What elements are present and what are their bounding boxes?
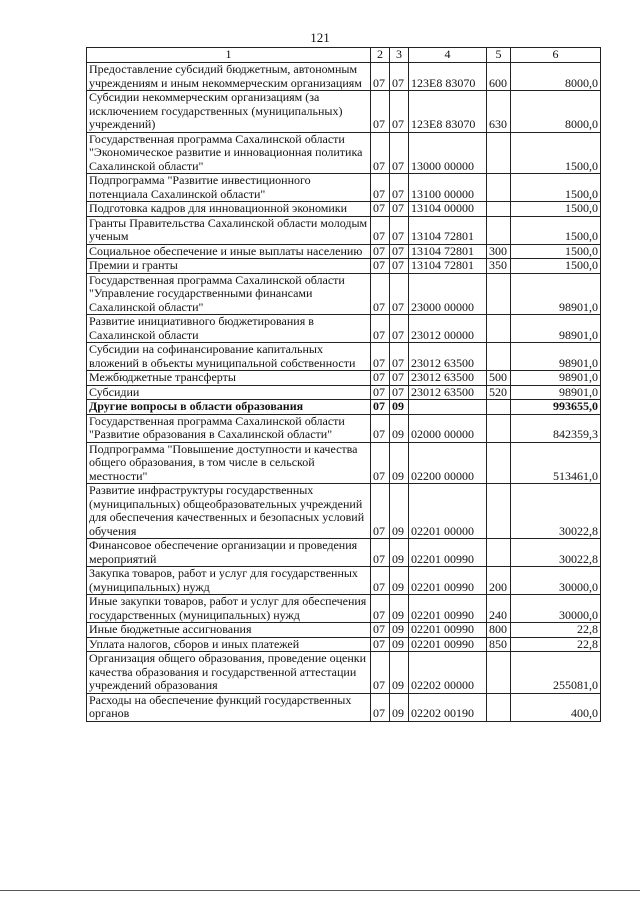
row-subsection-cell: 07 — [390, 259, 409, 274]
row-amount-cell: 1500,0 — [511, 244, 601, 259]
row-expense-type-cell — [487, 273, 511, 315]
row-target-article-cell: 123E8 83070 — [409, 63, 487, 91]
row-target-article-cell: 13000 00000 — [409, 132, 487, 174]
row-target-article-cell: 23012 63500 — [409, 385, 487, 400]
row-amount-cell: 30000,0 — [511, 595, 601, 623]
header-col-3: 3 — [390, 48, 409, 63]
row-target-article-cell: 02201 00990 — [409, 595, 487, 623]
row-section-cell: 07 — [371, 91, 390, 133]
row-name-cell: Закупка товаров, работ и услуг для государственных (муниципальных) нужд — [87, 567, 371, 595]
row-amount-cell: 98901,0 — [511, 273, 601, 315]
table-row — [87, 202, 601, 217]
row-target-article-cell: 02201 00990 — [409, 623, 487, 638]
row-expense-type-cell: 850 — [487, 637, 511, 652]
row-expense-type-cell — [487, 484, 511, 539]
row-amount-cell: 1500,0 — [511, 202, 601, 217]
row-name-cell: Субсидии — [87, 385, 371, 400]
row-section-cell: 07 — [371, 63, 390, 91]
header-col-5: 5 — [487, 48, 511, 63]
row-expense-type-cell: 350 — [487, 259, 511, 274]
table-row — [87, 539, 601, 567]
row-amount-cell: 255081,0 — [511, 652, 601, 694]
page-bottom-divider — [0, 890, 640, 891]
table-row — [87, 244, 601, 259]
table-row — [87, 132, 601, 174]
table-row — [87, 371, 601, 386]
row-section-cell: 07 — [371, 315, 390, 343]
row-target-article-cell: 23000 00000 — [409, 273, 487, 315]
row-section-cell: 07 — [371, 343, 390, 371]
row-subsection-cell: 09 — [390, 652, 409, 694]
row-section-cell: 07 — [371, 484, 390, 539]
row-section-cell: 07 — [371, 259, 390, 274]
row-expense-type-cell — [487, 539, 511, 567]
row-target-article-cell: 13104 72801 — [409, 259, 487, 274]
row-amount-cell: 1500,0 — [511, 259, 601, 274]
row-expense-type-cell: 500 — [487, 371, 511, 386]
row-amount-cell: 1500,0 — [511, 174, 601, 202]
table-row — [87, 385, 601, 400]
row-target-article-cell: 02201 00000 — [409, 484, 487, 539]
table-row — [87, 623, 601, 638]
row-expense-type-cell — [487, 343, 511, 371]
row-expense-type-cell — [487, 174, 511, 202]
row-amount-cell: 993655,0 — [511, 400, 601, 415]
row-amount-cell: 400,0 — [511, 693, 601, 721]
row-section-cell: 07 — [371, 202, 390, 217]
table-row — [87, 315, 601, 343]
row-amount-cell: 98901,0 — [511, 315, 601, 343]
row-subsection-cell: 09 — [390, 539, 409, 567]
row-subsection-cell: 09 — [390, 637, 409, 652]
row-subsection-cell: 09 — [390, 567, 409, 595]
row-expense-type-cell — [487, 414, 511, 442]
row-expense-type-cell — [487, 442, 511, 484]
row-section-cell: 07 — [371, 693, 390, 721]
row-name-cell: Межбюджетные трансферты — [87, 371, 371, 386]
row-subsection-cell: 07 — [390, 343, 409, 371]
row-name-cell: Государственная программа Сахалинской области "Развитие образования в Сахалинской области" — [87, 414, 371, 442]
header-col-6: 6 — [511, 48, 601, 63]
row-expense-type-cell: 630 — [487, 91, 511, 133]
table-body — [87, 63, 601, 722]
row-amount-cell: 513461,0 — [511, 442, 601, 484]
row-amount-cell: 30022,8 — [511, 484, 601, 539]
row-amount-cell: 1500,0 — [511, 132, 601, 174]
row-expense-type-cell: 200 — [487, 567, 511, 595]
row-amount-cell: 30022,8 — [511, 539, 601, 567]
row-amount-cell: 8000,0 — [511, 63, 601, 91]
row-name-cell: Другие вопросы в области образования — [87, 400, 371, 415]
row-expense-type-cell: 520 — [487, 385, 511, 400]
header-col-1: 1 — [87, 48, 371, 63]
row-subsection-cell: 07 — [390, 371, 409, 386]
table-row — [87, 442, 601, 484]
row-section-cell: 07 — [371, 442, 390, 484]
row-subsection-cell: 07 — [390, 63, 409, 91]
row-name-cell: Финансовое обеспечение организации и проведения мероприятий — [87, 539, 371, 567]
row-section-cell: 07 — [371, 273, 390, 315]
row-subsection-cell: 09 — [390, 442, 409, 484]
row-section-cell: 07 — [371, 385, 390, 400]
table-row — [87, 259, 601, 274]
table-row — [87, 567, 601, 595]
row-section-cell: 07 — [371, 539, 390, 567]
row-target-article-cell: 02202 00000 — [409, 652, 487, 694]
row-amount-cell: 8000,0 — [511, 91, 601, 133]
row-subsection-cell: 07 — [390, 132, 409, 174]
table-row — [87, 216, 601, 244]
row-subsection-cell: 09 — [390, 484, 409, 539]
budget-table — [86, 47, 601, 722]
row-section-cell: 07 — [371, 132, 390, 174]
row-expense-type-cell — [487, 202, 511, 217]
row-name-cell: Государственная программа Сахалинской области "Экономическое развитие и инновационная политика Сахалинской области" — [87, 132, 371, 174]
row-name-cell: Субсидии на софинансирование капитальных вложений в объекты муниципальной собственности — [87, 343, 371, 371]
row-name-cell: Иные бюджетные ассигнования — [87, 623, 371, 638]
row-name-cell: Подпрограмма "Развитие инвестиционного потенциала Сахалинской области" — [87, 174, 371, 202]
row-name-cell: Развитие инфраструктуры государственных (муниципальных) общеобразовательных учреждений для обеспечения качественных и безопасных условий обучения — [87, 484, 371, 539]
row-name-cell: Иные закупки товаров, работ и услуг для обеспечения государственных (муниципальных) нужд — [87, 595, 371, 623]
row-section-cell: 07 — [371, 174, 390, 202]
row-subsection-cell: 09 — [390, 414, 409, 442]
row-name-cell: Государственная программа Сахалинской области "Управление государственными финансами Сахалинской области" — [87, 273, 371, 315]
header-col-2: 2 — [371, 48, 390, 63]
row-section-cell: 07 — [371, 216, 390, 244]
row-target-article-cell — [409, 400, 487, 415]
row-section-cell: 07 — [371, 623, 390, 638]
row-expense-type-cell — [487, 693, 511, 721]
row-expense-type-cell — [487, 652, 511, 694]
row-expense-type-cell: 300 — [487, 244, 511, 259]
row-name-cell: Подготовка кадров для инновационной экономики — [87, 202, 371, 217]
row-name-cell: Уплата налогов, сборов и иных платежей — [87, 637, 371, 652]
row-target-article-cell: 02201 00990 — [409, 539, 487, 567]
row-subsection-cell: 07 — [390, 244, 409, 259]
header-col-4: 4 — [409, 48, 487, 63]
row-amount-cell: 1500,0 — [511, 216, 601, 244]
table-row — [87, 595, 601, 623]
row-amount-cell: 98901,0 — [511, 343, 601, 371]
row-section-cell: 07 — [371, 244, 390, 259]
row-amount-cell: 22,8 — [511, 623, 601, 638]
table-row — [87, 484, 601, 539]
table-row — [87, 400, 601, 415]
row-subsection-cell: 07 — [390, 174, 409, 202]
row-subsection-cell: 09 — [390, 693, 409, 721]
row-target-article-cell: 02201 00990 — [409, 567, 487, 595]
row-section-cell: 07 — [371, 595, 390, 623]
table-row — [87, 343, 601, 371]
row-section-cell: 07 — [371, 567, 390, 595]
row-subsection-cell: 09 — [390, 400, 409, 415]
row-section-cell: 07 — [371, 414, 390, 442]
table-row — [87, 693, 601, 721]
table-row — [87, 273, 601, 315]
row-target-article-cell: 23012 63500 — [409, 371, 487, 386]
row-amount-cell: 98901,0 — [511, 385, 601, 400]
row-name-cell: Расходы на обеспечение функций государственных органов — [87, 693, 371, 721]
row-section-cell: 07 — [371, 637, 390, 652]
row-target-article-cell: 23012 00000 — [409, 315, 487, 343]
row-target-article-cell: 23012 63500 — [409, 343, 487, 371]
row-name-cell: Субсидии некоммерческим организациям (за исключением государственных (муниципальных) учреждений) — [87, 91, 371, 133]
row-name-cell: Подпрограмма "Повышение доступности и качества общего образования, в том числе в сельской местности" — [87, 442, 371, 484]
row-section-cell: 07 — [371, 371, 390, 386]
row-target-article-cell: 123E8 83070 — [409, 91, 487, 133]
table-header-row — [87, 48, 601, 63]
row-name-cell: Гранты Правительства Сахалинской области молодым ученым — [87, 216, 371, 244]
row-subsection-cell: 07 — [390, 202, 409, 217]
row-name-cell: Развитие инициативного бюджетирования в Сахалинской области — [87, 315, 371, 343]
row-target-article-cell: 02202 00190 — [409, 693, 487, 721]
row-expense-type-cell: 800 — [487, 623, 511, 638]
row-expense-type-cell: 600 — [487, 63, 511, 91]
row-target-article-cell: 02201 00990 — [409, 637, 487, 652]
row-target-article-cell: 13104 72801 — [409, 216, 487, 244]
row-section-cell: 07 — [371, 400, 390, 415]
row-subsection-cell: 07 — [390, 315, 409, 343]
row-amount-cell: 30000,0 — [511, 567, 601, 595]
row-target-article-cell: 13100 00000 — [409, 174, 487, 202]
row-name-cell: Организация общего образования, проведение оценки качества образования и государственной аттестации учреждений образования — [87, 652, 371, 694]
row-name-cell: Предоставление субсидий бюджетным, автономным учреждениям и иным некоммерческим организациям — [87, 63, 371, 91]
row-expense-type-cell — [487, 216, 511, 244]
row-expense-type-cell — [487, 400, 511, 415]
row-expense-type-cell: 240 — [487, 595, 511, 623]
table-row — [87, 652, 601, 694]
row-target-article-cell: 02200 00000 — [409, 442, 487, 484]
row-section-cell: 07 — [371, 652, 390, 694]
table-row — [87, 174, 601, 202]
table-row — [87, 637, 601, 652]
row-amount-cell: 22,8 — [511, 637, 601, 652]
page-number: 121 — [310, 30, 330, 45]
row-subsection-cell: 09 — [390, 623, 409, 638]
row-subsection-cell: 07 — [390, 273, 409, 315]
row-target-article-cell: 02000 00000 — [409, 414, 487, 442]
row-subsection-cell: 07 — [390, 216, 409, 244]
row-amount-cell: 842359,3 — [511, 414, 601, 442]
table-row — [87, 91, 601, 133]
row-target-article-cell: 13104 72801 — [409, 244, 487, 259]
row-subsection-cell: 09 — [390, 595, 409, 623]
row-name-cell: Социальное обеспечение и иные выплаты населению — [87, 244, 371, 259]
row-expense-type-cell — [487, 315, 511, 343]
row-subsection-cell: 07 — [390, 385, 409, 400]
row-target-article-cell: 13104 00000 — [409, 202, 487, 217]
table-row — [87, 63, 601, 91]
row-subsection-cell: 07 — [390, 91, 409, 133]
row-amount-cell: 98901,0 — [511, 371, 601, 386]
table-row — [87, 414, 601, 442]
row-expense-type-cell — [487, 132, 511, 174]
row-name-cell: Премии и гранты — [87, 259, 371, 274]
